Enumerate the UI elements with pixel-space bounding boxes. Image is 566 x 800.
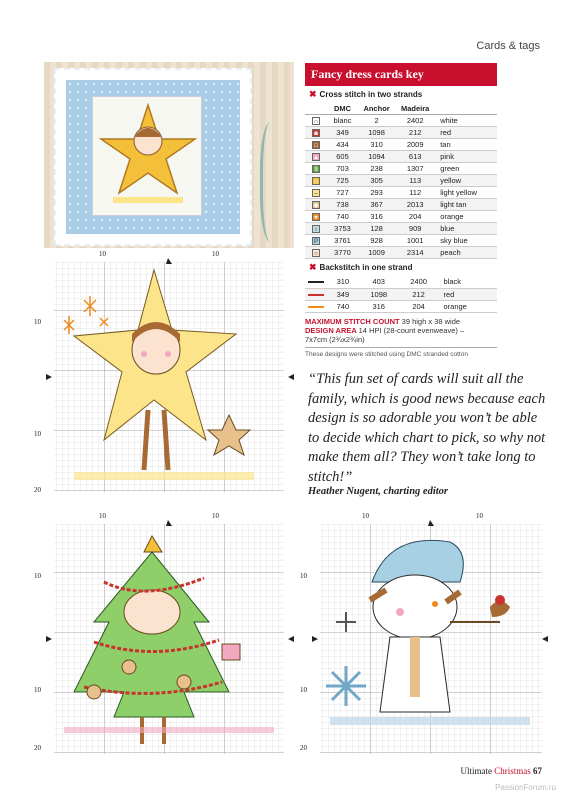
ribbon-decoration bbox=[260, 122, 286, 242]
key-row: P 3761 928 1001 sky blue bbox=[305, 235, 497, 247]
symbol-swatch: P bbox=[313, 239, 318, 245]
chart-snowman bbox=[300, 512, 550, 762]
left-label-1: 10 bbox=[300, 572, 307, 580]
top-label-left: 10 bbox=[99, 512, 106, 520]
watermark: PassionForum.ru bbox=[495, 783, 556, 792]
left-label-2: 10 bbox=[300, 686, 307, 694]
key-row: $ 703 238 1307 green bbox=[305, 163, 497, 175]
left-label-2: 10 bbox=[34, 686, 41, 694]
design-area: DESIGN AREA 14 HPI (28-count evenweave) – bbox=[305, 325, 465, 335]
symbol-swatch: ○ bbox=[312, 249, 320, 257]
left-label-3: 20 bbox=[34, 486, 41, 494]
key-row: ▲ 605 1094 613 pink bbox=[305, 151, 497, 163]
stitched-aida bbox=[92, 96, 202, 216]
top-label-right: 10 bbox=[476, 512, 483, 520]
symbol-swatch: ◙ bbox=[312, 129, 320, 137]
cross-stitch-table bbox=[305, 103, 497, 259]
col-dmc: DMC bbox=[327, 103, 358, 115]
max-stitch-count: MAXIMUM STITCH COUNT 39 high x 38 wide bbox=[305, 316, 461, 326]
left-label-1: 10 bbox=[34, 572, 41, 580]
star-fairy-stitch-icon bbox=[93, 97, 203, 217]
pull-quote: “This fun set of cards will suit all the family, which is good news because each design is so adorable you won’t be able to decide which chart to pick, so why not make them all? They won’t take long to stitch!” bbox=[308, 371, 546, 485]
chart-grid-star bbox=[44, 250, 296, 500]
col-anchor: Anchor bbox=[358, 103, 395, 115]
chart-grid-tree bbox=[44, 512, 296, 762]
col-madeira: Madeira bbox=[395, 103, 435, 115]
symbol-swatch: ∩ bbox=[313, 119, 319, 125]
line-swatch bbox=[308, 294, 324, 296]
key-title: Fancy dress cards key bbox=[305, 63, 497, 86]
key-row: ∩ blanc 2 2402 white bbox=[305, 115, 497, 127]
backstitch-heading: ✖ Backstitch in one strand bbox=[309, 262, 413, 272]
key-row: ◇ 725 305 113 yellow bbox=[305, 175, 497, 187]
line-swatch bbox=[308, 306, 324, 308]
key-row: □ 434 310 2009 tan bbox=[305, 139, 497, 151]
key-row: ★ 740 316 204 orange bbox=[305, 211, 497, 223]
card-photo bbox=[44, 62, 294, 248]
colour-key bbox=[305, 63, 497, 358]
symbol-swatch: – bbox=[312, 189, 320, 197]
key-row: – 727 293 112 light yellow bbox=[305, 187, 497, 199]
key-note: These designs were stitched using DMC stranded cotton bbox=[305, 347, 497, 358]
quote-author: Heather Nugent, charting editor bbox=[308, 486, 449, 497]
left-label-2: 10 bbox=[34, 430, 41, 438]
top-label-right: 10 bbox=[212, 512, 219, 520]
top-label-left: 10 bbox=[362, 512, 369, 520]
key-row: ◆ 738 367 2013 light tan bbox=[305, 199, 497, 211]
backstitch-row: 740 316 204 orange bbox=[305, 300, 497, 312]
left-label-3: 20 bbox=[300, 744, 307, 752]
symbol-swatch: ★ bbox=[313, 215, 319, 221]
top-label-right: 10 bbox=[212, 250, 219, 258]
top-label-left: 10 bbox=[99, 250, 106, 258]
symbol-swatch: $ bbox=[312, 165, 320, 173]
key-row: ι 3753 128 909 blue bbox=[305, 223, 497, 235]
page-footer: Ultimate Christmas 67 bbox=[460, 766, 542, 776]
design-area-size: 7x7cm (2¾x2¾in) bbox=[305, 334, 365, 344]
chart-christmas-tree bbox=[34, 512, 296, 762]
symbol-swatch: ▲ bbox=[313, 155, 319, 161]
symbol-swatch: ι bbox=[312, 225, 320, 233]
backstitch-row: 310 403 2400 black bbox=[305, 276, 497, 288]
section-header: Cards & tags bbox=[476, 40, 540, 52]
symbol-swatch: ◆ bbox=[313, 203, 319, 209]
symbol-swatch: ◇ bbox=[313, 179, 319, 185]
cross-icon: ✖ bbox=[309, 89, 317, 99]
cross-icon: ✖ bbox=[309, 262, 317, 272]
chart-star-fairy bbox=[34, 250, 296, 500]
cross-stitch-heading: ✖ Cross stitch in two strands bbox=[309, 89, 423, 99]
symbol-swatch: □ bbox=[312, 141, 320, 149]
key-row: ○ 3770 1009 2314 peach bbox=[305, 247, 497, 259]
backstitch-row: 349 1098 212 red bbox=[305, 288, 497, 300]
finished-card bbox=[54, 68, 252, 246]
line-swatch bbox=[308, 281, 324, 283]
key-row: ◙ 349 1098 212 red bbox=[305, 127, 497, 139]
left-label-3: 20 bbox=[34, 744, 41, 752]
backstitch-table bbox=[305, 276, 497, 313]
left-label-1: 10 bbox=[34, 318, 41, 326]
chart-grid-snowman bbox=[310, 512, 550, 762]
